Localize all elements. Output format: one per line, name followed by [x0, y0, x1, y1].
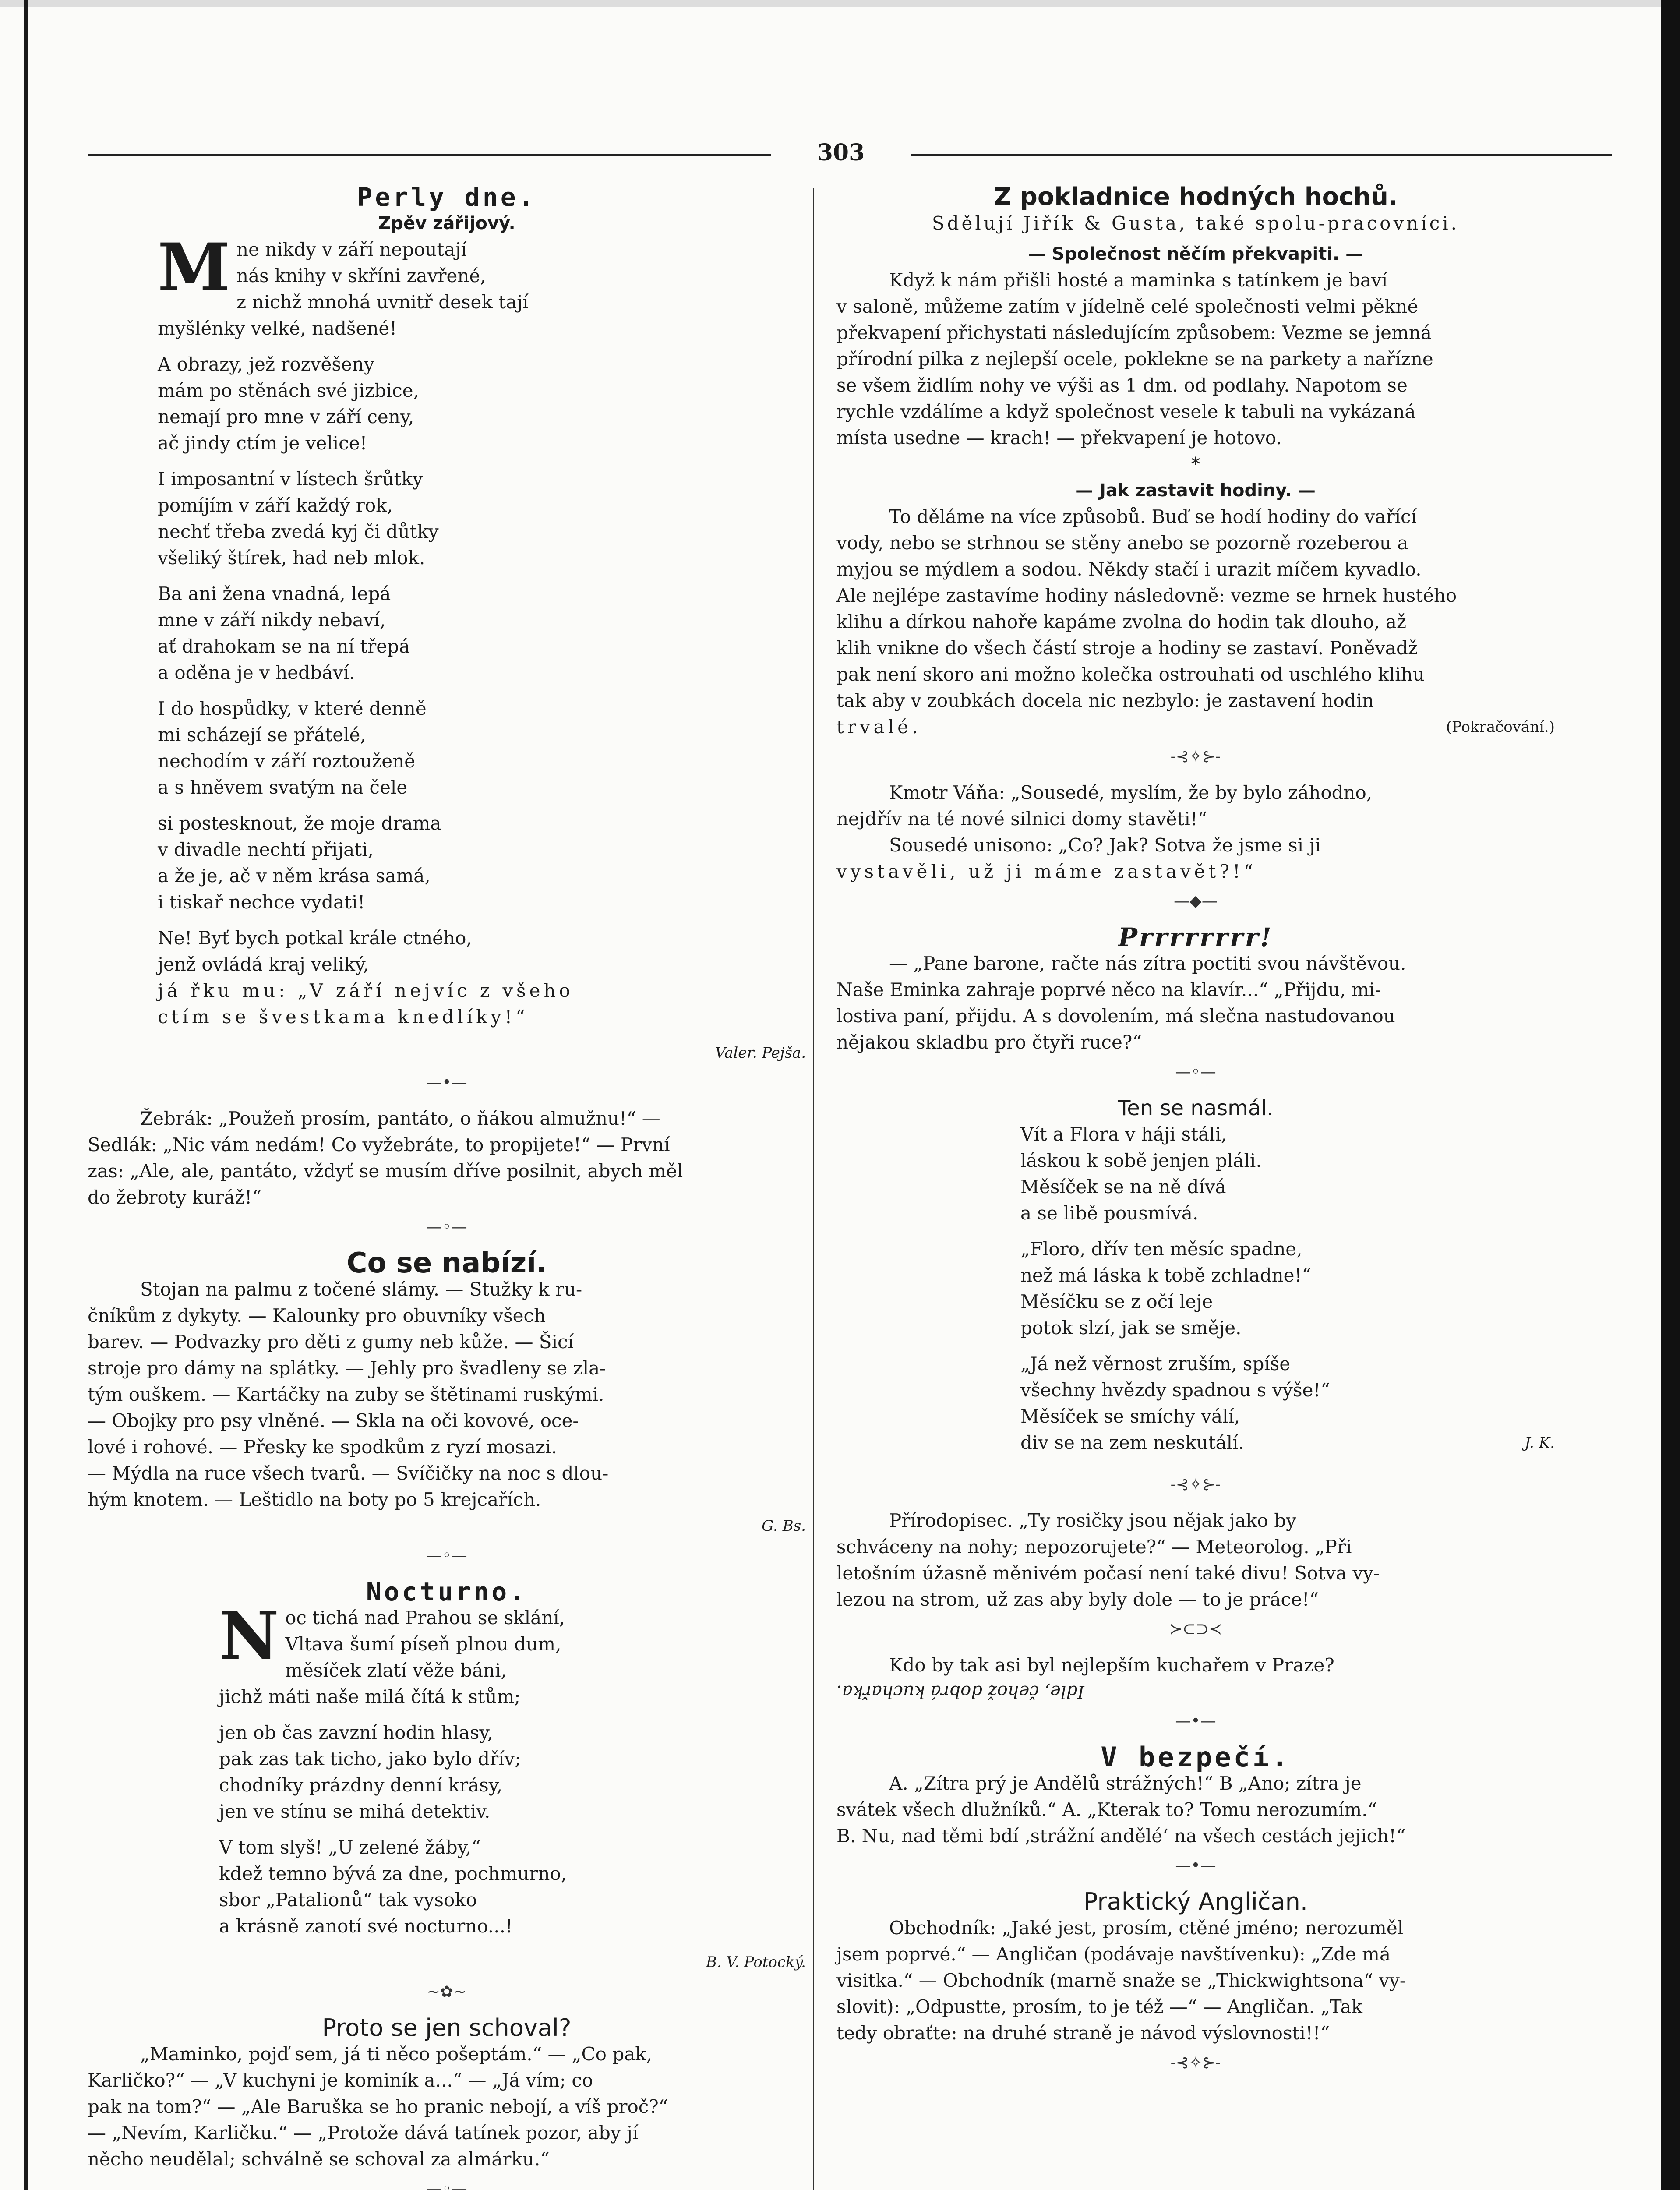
ornament: —•— — [426, 1074, 467, 1091]
text-line: To děláme na více způsobů. Buď se hodí hodiny do vařící — [889, 506, 1417, 527]
perly-section — [88, 184, 806, 1094]
ornament: —◦— — [426, 1547, 467, 1565]
continued-note: (Pokračování.) — [1446, 718, 1555, 736]
text-line: překvapení přichystati následujícím způsobem: Vezme se jemná — [836, 322, 1432, 343]
poem-line: myšlénky velké, nadšené! — [158, 318, 397, 339]
poem-line: a s hněvem svatým na čele — [158, 777, 408, 798]
text-line: v saloně, můžeme zatím v jídelně celé společnosti velmi pěkné — [836, 296, 1419, 317]
ornament: —•— — [1175, 1712, 1216, 1730]
perly-stanza — [158, 925, 806, 1030]
ornament: —•— — [1175, 1857, 1216, 1875]
anglican-section — [836, 1889, 1555, 2074]
nasmal-stanza — [1020, 1236, 1555, 1341]
text-line: tedy obraťte: na druhé straně je návod výslovnosti!!“ — [836, 2022, 1330, 2044]
poem-line: mám po stěnách své jizbice, — [158, 380, 419, 401]
text-line: zas: „Ale, ale, pantáto, vždyť se musím dříve posilnit, abych měl — [88, 1160, 683, 1182]
perly-stanza — [158, 229, 806, 342]
text-line: — „Nevím, Karličku.“ — „Protože dává tatínek pozor, aby jí — [88, 2122, 639, 2144]
text-line: Naše Eminka zahraje poprvé něco na klavír...“ „Přijdu, mi- — [836, 979, 1381, 1000]
poem-line: a že je, ač v něm krása samá, — [158, 865, 431, 887]
ornament: —◦— — [426, 2180, 467, 2190]
poem-line: A obrazy, jež rozvěšeny — [158, 353, 374, 375]
poem-line: Ne! Byť bych potkal krále ctného, — [158, 927, 472, 949]
poem-line: potok slzí, jak se směje. — [1020, 1317, 1242, 1339]
poem-line: Měsíčku se z očí leje — [1020, 1291, 1213, 1312]
zebrak-section — [88, 1106, 806, 1239]
poem-line: sbor „Patalionů“ tak vysoko — [219, 1889, 477, 1911]
poem-line: ne nikdy v září nepoutají — [236, 239, 467, 260]
poem-line: nechodím v září roztouženě — [158, 750, 415, 772]
poem-line: oc tichá nad Prahou se sklání, — [285, 1607, 565, 1628]
nasmal-stanza — [1020, 1121, 1555, 1226]
text-line: jsem poprvé.“ — Angličan (podávaje navštívenku): „Zde má — [836, 1943, 1391, 1965]
text-line: Karličko?“ — „V kuchyni je kominík a...“ — „Já vím; co — [88, 2070, 593, 2091]
poem-line: kdež temno bývá za dne, pochmurno, — [219, 1863, 567, 1884]
header-rule-right — [911, 154, 1612, 156]
text-line: čníkům z dykyty. — Kalounky pro obuvníky všech — [88, 1305, 546, 1326]
ornament: —◦— — [426, 1218, 467, 1236]
poem-line: a krásně zanotí své nocturno...! — [219, 1915, 513, 1937]
poem-line: nemají pro mne v září ceny, — [158, 406, 414, 427]
poem-line: pak zas tak ticho, jako bylo dřív; — [219, 1748, 521, 1770]
text-line: — „Pane barone, račte nás zítra poctiti svou návštěvou. — [889, 953, 1406, 974]
kmotr-section — [836, 780, 1555, 913]
nasmal-section — [836, 1095, 1555, 1496]
poem-line: jen ve stínu se mihá detektiv. — [219, 1801, 491, 1822]
text-line: svátek všech dlužníků.“ A. „Kterak to? Tomu nerozumím.“ — [836, 1799, 1377, 1820]
text-line: Když k nám přišli hosté a maminka s tatínkem je baví — [889, 269, 1388, 291]
perly-stanza — [158, 810, 806, 915]
poem-line: Ba ani žena vnadná, lepá — [158, 583, 391, 604]
text-line: pak není skoro ani možno kolečka ostrouhati od uschlého klihu — [836, 664, 1425, 685]
bezpeci-section — [836, 1741, 1555, 1877]
text-line: nějakou skladbu pro čtyři ruce?“ — [836, 1031, 1142, 1053]
poem-line: všeliký štírek, had neb mlok. — [158, 547, 425, 569]
poem-line: všechny hvězdy spadnou s výše!“ — [1020, 1379, 1330, 1401]
text-line: Sousedé unisono: „Co? Jak? Sotva že jsme si ji — [889, 834, 1321, 856]
poem-line: Vít a Flora v háji stáli, — [1020, 1123, 1227, 1145]
schoval-section — [88, 2015, 806, 2190]
text-line: klihu a dírkou nahoře kapáme zvolna do hodin tak dlouho, až — [836, 611, 1407, 632]
poem-line: V tom slyš! „U zelené žáby,“ — [219, 1837, 481, 1858]
prrr-section — [836, 924, 1555, 1084]
text-line: trvalé. — [836, 716, 921, 738]
nocturno-stanza — [219, 1720, 806, 1825]
text-line: lezou na strom, už zas aby byly dole — to je práce!“ — [836, 1589, 1319, 1610]
poem-line: „Floro, dřív ten měsíc spadne, — [1020, 1238, 1302, 1260]
star-separator: * — [1191, 453, 1200, 475]
text-line: Stojan na palmu z točené slámy. — Stužky k ru- — [140, 1279, 582, 1300]
kuchar-answer-inverted: Idle, čehož dobrá kuchařka. — [836, 1681, 1084, 1702]
text-line: stroje pro dámy na splátky. — Jehly pro švadleny se zla- — [88, 1357, 606, 1379]
text-line: A. „Zítra prý je Andělů strážných!“ B „Ano; zítra je — [889, 1773, 1362, 1794]
bezpeci-title: V bezpečí. — [1101, 1741, 1291, 1773]
poem-line: nás knihy v skříni zavřené, — [236, 265, 486, 286]
perly-stanza — [158, 581, 806, 686]
perly-stanza — [158, 351, 806, 456]
perly-subtitle: Zpěv zářijový. — [378, 213, 515, 233]
nabizi-signature: G. Bs. — [762, 1517, 806, 1535]
nocturno-section — [88, 1579, 806, 2003]
nocturno-dropcap: N — [219, 1597, 279, 1674]
perly-stanza — [158, 466, 806, 571]
text-line: Ale nejlépe zastavíme hodiny následovně: vezme se hrnek hustého — [836, 585, 1457, 606]
ornament: -⊰✧⊱- — [1170, 1476, 1221, 1494]
poem-line: z nichž mnohá uvnitř desek tají — [236, 291, 529, 313]
ornament: —◦— — [1175, 1063, 1216, 1081]
poem-line: I do hospůdky, v které denně — [158, 698, 427, 719]
poem-line: ctím se švestkama knedlíky!“ — [158, 1006, 529, 1028]
pokladnice-section — [836, 184, 1555, 768]
text-line: tak aby v zoubkách docela nic nezbylo: je zastavení hodin — [836, 690, 1374, 711]
text-line: něcho neudělal; schválně se schoval za almárku.“ — [88, 2148, 550, 2170]
ornament: —◆— — [1174, 892, 1218, 910]
text-line: visitka.“ — Obchodník (marně snaže se „Thickwightsona“ vy- — [836, 1970, 1406, 1991]
pokladnice-subtitle-2: — Jak zastavit hodiny. — — [1076, 480, 1316, 501]
poem-line: mne v září nikdy nebaví, — [158, 609, 386, 631]
poem-line: i tiskař nechce vydati! — [158, 891, 365, 913]
poem-line: ač jindy ctím je velice! — [158, 432, 367, 454]
text-line: do žebroty kuráž!“ — [88, 1187, 261, 1208]
text-line: schváceny na nohy; nepozorujete?“ — Meteorolog. „Při — [836, 1536, 1352, 1558]
schoval-title: Proto se jen schoval? — [322, 2014, 572, 2042]
text-line: klih vnikne do všech částí stroje a hodiny se zastaví. Poněvadž — [836, 637, 1418, 659]
pokladnice-subtitle-1: — Společnost něčím překvapiti. — — [1028, 244, 1363, 264]
perly-stanza — [158, 696, 806, 801]
text-line: přírodní pilka z nejlepší ocele, poklekne se na parkety a nařízne — [836, 348, 1433, 370]
text-line: nejdřív na té nové silnici domy stavěti!“ — [836, 808, 1207, 830]
ornament: -⊰✧⊱- — [1170, 2054, 1221, 2072]
poem-line: láskou k sobě jenjen pláli. — [1020, 1150, 1262, 1171]
nocturno-stanza — [219, 1834, 806, 1939]
nocturno-title: Nocturno. — [366, 1577, 528, 1607]
nabizi-title: Co se nabízí. — [346, 1247, 547, 1279]
text-line: Kmotr Váňa: „Sousedé, myslím, že by bylo záhodno, — [889, 782, 1373, 803]
poem-line: Měsíček se smíchy válí, — [1020, 1406, 1240, 1427]
text-line: Obchodník: „Jaké jest, prosím, ctěné jméno; nerozuměl — [889, 1917, 1404, 1939]
perly-signature: Valer. Pejša. — [715, 1044, 806, 1062]
poem-line: jichž máti naše milá čítá k stům; — [219, 1686, 521, 1707]
poem-line: jenž ovládá kraj veliký, — [158, 954, 369, 975]
text-line: letošním úžasně měnivém počasí není také divu! Sotva vy- — [836, 1562, 1380, 1584]
poem-line: měsíček zlatí věže báni, — [285, 1660, 507, 1681]
ornament: ≻⊂⊃≺ — [1169, 1620, 1222, 1638]
poem-line: a se libě pousmívá. — [1020, 1202, 1199, 1224]
left-column — [88, 184, 806, 2190]
nabizi-section — [88, 1247, 806, 1567]
poem-line: Vltava šumí píseň plnou dum, — [285, 1633, 561, 1655]
pokladnice-credit: Sdělují Jiřík & Gusta, také spolu-pracovníci. — [932, 212, 1460, 234]
column-divider — [813, 188, 814, 2190]
poem-line: si postesknout, že moje drama — [158, 812, 441, 834]
text-line: tým ouškem. — Kartáčky na zuby se štětinami ruskými. — [88, 1384, 604, 1405]
poem-line: já řku mu: „V září nejvíc z všeho — [158, 980, 574, 1001]
anglican-title: Praktický Angličan. — [1083, 1888, 1308, 1915]
text-line: místa usedne — krach! — překvapení je hotovo. — [836, 427, 1282, 449]
text-line: Přírodopisec. „Ty rosičky jsou nějak jako by — [889, 1510, 1296, 1531]
scan-dark-edge — [1661, 0, 1680, 2190]
text-line: Žebrák: „Použeň prosím, pantáto, o ňákou almužnu!“ — — [140, 1108, 660, 1129]
perly-title: Perly dne. — [357, 182, 536, 212]
poem-line: nechť třeba zvedá kyj či důtky — [158, 521, 439, 542]
ornament: -⊰✧⊱- — [1170, 748, 1221, 766]
ornament: ~✿~ — [427, 1983, 467, 2001]
poem-line: ať drahokam se na ní třepá — [158, 636, 410, 657]
text-line: slovit): „Odpustte, prosím, to je též —“ — Angličan. „Tak — [836, 1996, 1362, 2017]
text-line: se všem židlím nohy ve výši as 1 dm. od podlahy. Napotom se — [836, 374, 1408, 396]
pokladnice-title: Z pokladnice hodných hochů. — [993, 183, 1398, 211]
poem-line: mi scházejí se přátelé, — [158, 724, 366, 745]
prrr-title: Prrrrrrrr! — [1118, 922, 1273, 952]
poem-line: „Já než věrnost zruším, spíše — [1020, 1353, 1291, 1374]
text-line: vody, nebo se strhnou se stěny anebo se pozorně rozeberou a — [836, 532, 1408, 554]
right-column — [836, 184, 1555, 2086]
poem-line: pomíjím v září každý rok, — [158, 495, 393, 516]
poem-line: div se na zem neskutálí. — [1020, 1432, 1244, 1453]
text-line: vystavěli, už ji máme zastavět?!“ — [836, 861, 1257, 882]
text-line: Sedlák: „Nic vám nedám! Co vyžebráte, to propijete!“ — První — [88, 1134, 670, 1155]
page-number: 303 — [817, 139, 865, 166]
poem-line: v divadle nechtí přijati, — [158, 839, 374, 860]
text-line: „Maminko, pojď sem, já ti něco pošeptám.“ — „Co pak, — [140, 2043, 653, 2065]
kuchar-question: Kdo by tak asi byl nejlepším kuchařem v Praze? — [889, 1654, 1334, 1676]
text-line: barev. — Podvazky pro děti z gumy neb kůže. — Šicí — [88, 1331, 574, 1353]
nocturno-stanza — [219, 1597, 806, 1710]
poem-line: jen ob čas zavzní hodin hlasy, — [219, 1722, 493, 1743]
poem-line: Měsíček se na ně dívá — [1020, 1176, 1226, 1197]
prirodopisec-section — [836, 1508, 1555, 1641]
text-line: pak na tom?“ — „Ale Baruška se ho pranic nebojí, a víš proč?“ — [88, 2096, 668, 2117]
poem-line: chodníky prázdny denní krásy, — [219, 1774, 503, 1796]
nasmal-title: Ten se nasmál. — [1118, 1096, 1274, 1120]
text-line: lové i rohové. — Přesky ke spodkům z ryzí mosazi. — [88, 1436, 557, 1458]
text-line: myjou se mýdlem a sodou. Někdy stačí i urazit míčem kyvadlo. — [836, 558, 1422, 580]
text-line: lostiva paní, přijdu. A s dovolením, má slečna nastudovanou — [836, 1005, 1395, 1027]
perly-dropcap: M — [158, 229, 231, 306]
nasmal-signature: J. K. — [1525, 1434, 1555, 1452]
text-line: — Obojky pro psy vlněné. — Skla na oči kovové, oce- — [88, 1410, 579, 1431]
poem-line: I imposantní v lístech šrůtky — [158, 468, 423, 490]
poem-line: a oděna je v hedbáví. — [158, 662, 355, 683]
header-rule-left — [88, 154, 771, 156]
text-line: hým knotem. — Leštidlo na boty po 5 krejcařích. — [88, 1489, 541, 1510]
text-line: rychle vzdálíme a když společnost vesele k tabuli na vykázaná — [836, 401, 1416, 422]
text-line: — Mýdla na ruce všech tvarů. — Svíčičky na noc s dlou- — [88, 1462, 609, 1484]
poem-line: než má láska k tobě zchladne!“ — [1020, 1265, 1311, 1286]
kuchar-section — [836, 1652, 1555, 1733]
text-line: B. Nu, nad těmi bdí ‚strážní andělé‘ na všech cestách jejich!“ — [836, 1825, 1406, 1847]
nocturno-signature: B. V. Potocký. — [706, 1953, 806, 1971]
